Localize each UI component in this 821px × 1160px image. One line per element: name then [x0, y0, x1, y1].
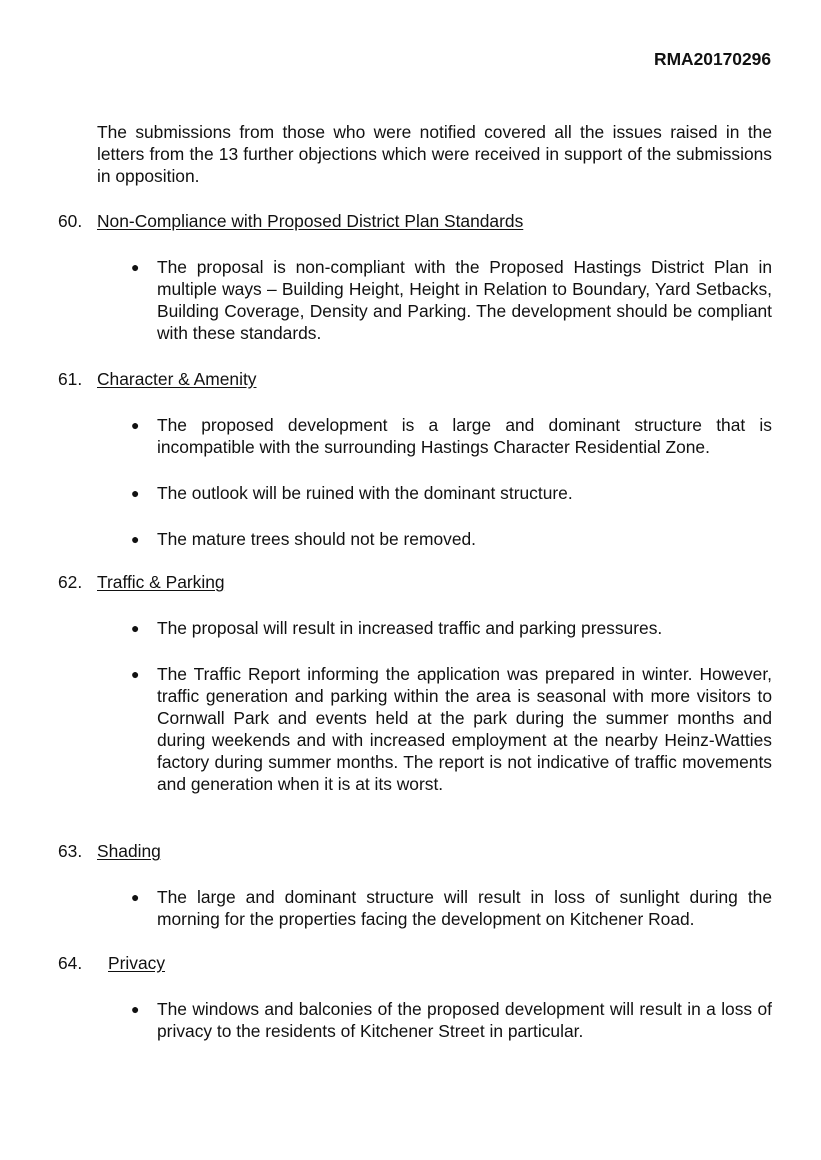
section-heading	[0, 210, 821, 232]
intro-paragraph: The submissions from those who were notified covered all the issues raised in the letters from the 13 further objections which were received in support of the submissions in opposition.	[97, 122, 772, 186]
list-item	[0, 886, 821, 930]
section-title: Character & Amenity	[97, 369, 257, 389]
bullet-text: The proposed development is a large and dominant structure that is incompatible with the surrounding Hastings Character Residential Zone.	[157, 415, 772, 457]
section-heading	[0, 571, 821, 593]
bullet-text: The windows and balconies of the proposed development will result in a loss of privacy to the residents of Kitchener Street in particular.	[157, 999, 772, 1041]
bullet-icon: ●	[131, 485, 140, 501]
bullet-icon: ●	[131, 417, 140, 433]
list-item	[0, 414, 821, 458]
bullet-icon: ●	[131, 531, 140, 547]
bullet-list	[0, 414, 821, 550]
section-64	[0, 952, 821, 1042]
section-number: 63.	[58, 841, 83, 861]
bullet-icon: ●	[131, 620, 140, 636]
list-item	[0, 528, 821, 550]
bullet-text: The mature trees should not be removed.	[157, 529, 477, 549]
section-62	[0, 571, 821, 795]
list-item	[0, 663, 821, 795]
section-number: 61.	[58, 369, 83, 389]
bullet-text: The proposal will result in increased traffic and parking pressures.	[157, 618, 663, 638]
section-60	[0, 210, 821, 344]
bullet-list	[0, 886, 821, 930]
bullet-icon: ●	[131, 1001, 140, 1017]
section-number: 62.	[58, 572, 83, 592]
bullet-text: The Traffic Report informing the application was prepared in winter. However, traffic generation and parking within the area is seasonal with more visitors to Cornwall Park and events held at the park during the summer months and during weekends and with increased employment at the nearby Heinz-Watties factory during summer months. The report is not indicative of traffic movements and generation when it is at its worst.	[157, 664, 772, 794]
section-number: 60.	[58, 211, 83, 231]
section-title: Traffic & Parking	[97, 572, 225, 592]
list-item	[0, 256, 821, 344]
section-heading	[0, 952, 821, 974]
bullet-list	[0, 617, 821, 795]
bullet-text: The proposal is non-compliant with the Proposed Hastings District Plan in multiple ways – Building Height, Height in Relation to Boundary, Yard Setbacks, Building Coverage, Density and Parking. The development should be compliant with these standards.	[157, 257, 772, 343]
section-heading	[0, 368, 821, 390]
list-item	[0, 482, 821, 504]
bullet-icon: ●	[131, 259, 140, 275]
section-heading	[0, 840, 821, 862]
bullet-text: The large and dominant structure will result in loss of sunlight during the morning for the properties facing the development on Kitchener Road.	[157, 887, 772, 929]
bullet-list	[0, 998, 821, 1042]
list-item	[0, 998, 821, 1042]
section-61	[0, 368, 821, 550]
section-title: Shading	[97, 841, 161, 861]
bullet-text: The outlook will be ruined with the dominant structure.	[157, 483, 573, 503]
section-title: Privacy	[108, 953, 166, 973]
reference-number: RMA20170296	[654, 49, 771, 69]
section-number: 64.	[58, 953, 83, 973]
bullet-icon: ●	[131, 889, 140, 905]
section-title: Non-Compliance with Proposed District Plan Standards	[97, 211, 524, 231]
bullet-list	[0, 256, 821, 344]
section-63	[0, 840, 821, 930]
list-item	[0, 617, 821, 639]
bullet-icon: ●	[131, 666, 140, 682]
